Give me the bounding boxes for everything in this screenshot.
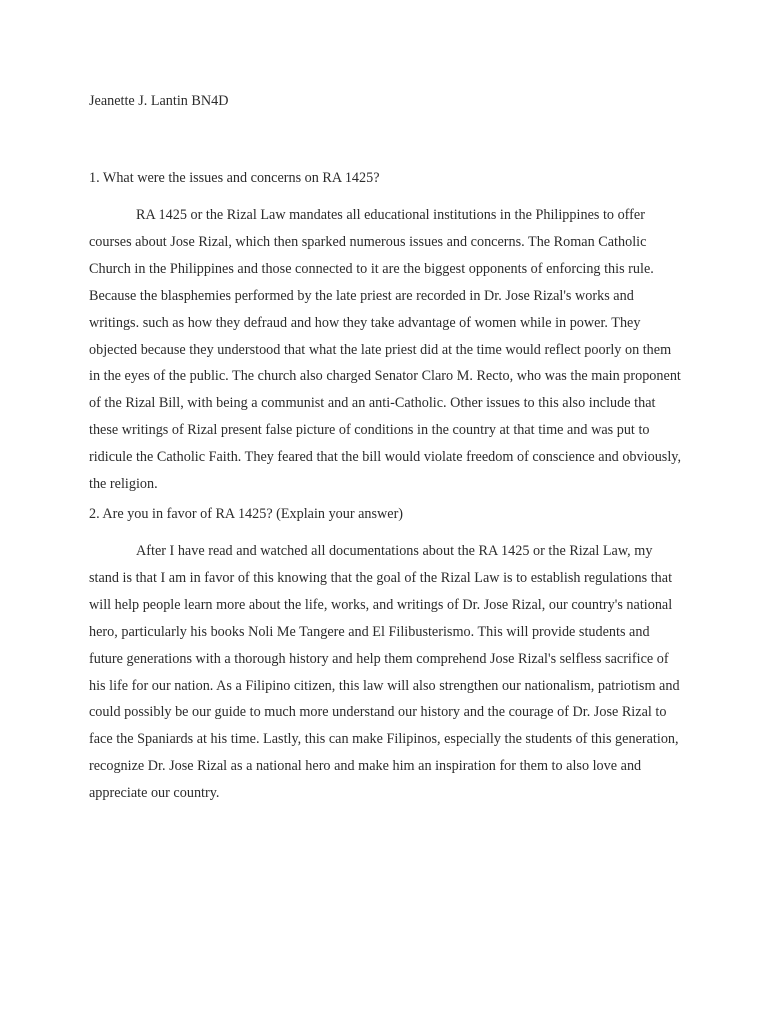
question-2: 2. Are you in favor of RA 1425? (Explain your answer): [89, 505, 404, 522]
question-1: 1. What were the issues and concerns on RA 1425?: [89, 170, 380, 186]
document-body: [89, 91, 683, 807]
answer-1: RA 1425 or the Rizal Law mandates all educational institutions in the Philippines to offer courses about Jose Rizal, which then sparked numerous issues and concerns. The Roman Catholic Church in the Philippines and those connected to it are the biggest opponents of enforcing this rule. Because the blasphemies performed by the late priest are recorded in Dr. Jose Rizal's works and writings. such as how they defraud and how they take advantage of women while in power. They objected because they understood that what the late priest did at the time would reflect poorly on them in the eyes of the public. The church also charged Senator Claro M. Recto, who was the main proponent of the Rizal Bill, with being a communist and an anti-Catholic. Other issues to this also include that these writings of Rizal present false picture of conditions in the country at that time and was put to ridicule the Catholic Faith. They feared that the bill would violate freedom of conscience and obviously, the religion.: [89, 207, 682, 493]
answer-2: After I have read and watched all documentations about the RA 1425 or the Rizal Law, my stand is that I am in favor of this knowing that the goal of the Rizal Law is to establish regulations that will help people learn more about the life, works, and writings of Dr. Jose Rizal, our country's national hero, particularly his books Noli Me Tangere and El Filibusterismo. This will provide students and future generations with a thorough history and help them comprehend Jose Rizal's selfless sacrifice of his life for our nation. As a Filipino citizen, this law will also strengthen our nationalism, patriotism and could possibly be our guide to much more understand our history and the courage of Dr. Jose Rizal to face the Spaniards at his time. Lastly, this can make Filipinos, especially the students of this generation, recognize Dr. Jose Rizal as a national hero and make him an inspiration for them to also love and appreciate our country.: [89, 542, 680, 802]
author-line: Jeanette J. Lantin BN4D: [89, 93, 229, 109]
